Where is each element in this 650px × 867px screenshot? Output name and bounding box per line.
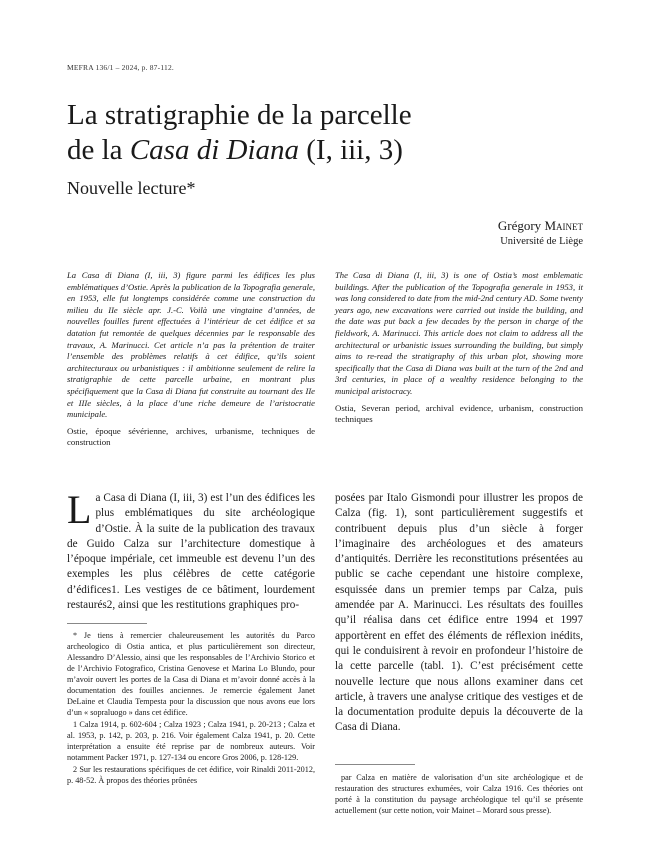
abstract-english-body: The Casa di Diana (I, iii, 3) is one of Ostia’s most emblematic buildings. After the publication of the Topografia generale in 1953, it was long considered to date from the mid-2nd century AD. Some twenty years ago, new excavations were carried out inside the building, and the date was put back a few decades by the person in charge of the fieldwork, A. Marinucci. This article does not claim to address all the architectural or urbanistic issues surrounding the building, but simply aims to re-read the stratigraphy of this urban plot, showing more specifically that the Casa di Diana was built at the turn of the 2nd and 3rd centuries, in place of a wealthy residence belonging to the municipal aristocracy. [335,270,583,396]
body-text-right: posées par Italo Gismondi pour illustrer les propos de Calza (fig. 1), sont particulièrement suggestifs et contribuent depuis plus d’un siècle à forger l’imaginaire des archéologues et des amateurs d’antiquités. Derrière les reconstitutions présentées au public se cache cependant une histoire complexe, esquissée dans un premier temps par Calza, puis amendée par A. Marinucci. Les résultats des fouilles qu’il réalisa dans cet édifice entre 1994 et 1997 apportèrent en effet des éléments de réflexion inédits, qui le conduisirent à revoir en profondeur l’histoire de la cette parcelle (tabl. 1). C’est précisément cette nouvelle lecture que nous allons examiner dans cet article, à travers une analyse critique des vestiges et de la documentation produite depuis la découverte de la Casa di Diana. [335,492,583,734]
title-line-1: La stratigraphie de la parcelle [67,99,412,131]
title-line-2-suffix: (I, iii, 3) [299,134,403,166]
footnote-1: 1 Calza 1914, p. 602-604 ; Calza 1923 ; Calza 1941, p. 20-213 ; Calza et al. 1953, p. 142, p. 203, p. 216. Voir également Calza 1941, p. 20. Cette interprétation a ensuite été reprise par de nombreux auteurs. Voir notamment Packer 1971, p. 127-134 ou encore Gros 2006, p. 128-129. [67,720,315,762]
author-first-name: Grégory [497,218,545,233]
body-column-left [67,487,315,613]
author-last-name: Mainet [544,218,583,233]
author-name [498,218,583,234]
article-title [67,98,587,168]
body-column-right [335,491,583,736]
drop-cap: L [67,487,92,532]
abstract-french [67,270,315,449]
article-subtitle: Nouvelle lecture* [67,178,196,198]
title-line-2-italic: Casa di Diana [129,134,299,166]
body-text-left: a Casa di Diana (I, iii, 3) est l’un des édifices les plus emblématiques du site archéologique d’Ostie. À la suite de la publication des travaux de Guido Calza sur l’architecture domestique à l’époque impériale, cet immeuble est devenu l’un des exemples les plus célèbres de cette catégorie d’édifices1. Les vestiges de ce bâtiment, lourdement restaurés2, ainsi que les restitutions graphiques pro- [67,492,315,612]
footnote-2: 2 Sur les restaurations spécifiques de cet édifice, voir Rinaldi 2011-2012, p. 48-52. À propos des théories prônées [67,765,315,785]
footnote-divider-left [67,623,147,624]
footnotes-left [67,630,315,787]
keywords-english: Ostia, Severan period, archival evidence, urbanism, construction techniques [335,402,583,425]
footnote-2-continued: par Calza en matière de valorisation d’un site archéologique et de restauration des structures exhumées, voir Calza 1916. Ces théories ont porté à la constitution du paysage archéologique tel qu’il se présente actuellement (sur cette notion, voir Mainet – Morard sous presse). [335,773,583,815]
keywords-french: Ostie, époque sévérienne, archives, urbanisme, techniques de construction [67,425,315,448]
journal-reference: MEFRA 136/1 – 2024, p. 87-112. [67,63,174,72]
footnotes-right [335,772,583,817]
footnote-acknowledgements: * Je tiens à remercier chaleureusement les autorités du Parco archeologico di Ostia antica, et plus particulièrement son directeur, Alessandro D’Alessio, ainsi que les responsables de l’Archivio Storico et de l’Archivio Fotografico, Cristina Genovese et Marina Lo Blundo, pour m’avoir ouvert les portes de la Casa di Diana et m’avoir donné accès à la documentation des fouilles anciennes. Je remercie également Janet DeLaine et Claudia Tempesta pour la discussion que nous avons eue lors d’un « sopraluogo » dans cet édifice. [67,631,315,717]
author-affiliation: Université de Liège [500,236,583,247]
abstract-english [335,270,583,426]
title-line-2-prefix: de la [67,134,130,166]
footnote-divider-right [335,764,415,765]
abstract-french-body: La Casa di Diana (I, iii, 3) figure parmi les édifices les plus emblématiques d’Ostie. Après la publication de la Topografia generale, en 1953, elle fut longtemps considérée comme une construction du milieu du IIe siècle apr. J.-C. Voilà une vingtaine d’années, de nouvelles fouilles furent effectuées à l’intérieur de cet édifice et sa datation fut remontée de quelques décennies par le responsable des travaux, A. Marinucci. Cet article n’a pas la prétention de traiter l’ensemble des problèmes relatifs à cet édifice, qu’ils soient architecturaux ou urbanistiques : il ambitionne seulement de relire la stratigraphie de cette parcelle urbaine, en montrant plus spécifiquement que la Casa di Diana fut construite au tournant des IIe et IIIe siècles, à la place d’une riche demeure de l’aristocratie municipale. [67,270,315,420]
